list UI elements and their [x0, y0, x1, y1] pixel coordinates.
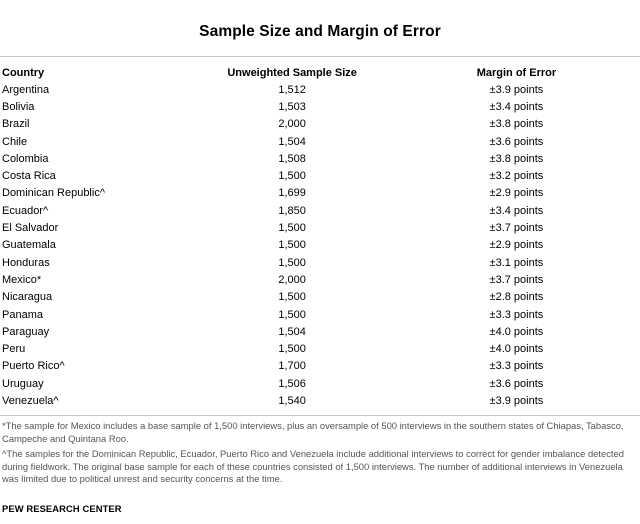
country-cell: Paraguay [2, 325, 50, 338]
margin-cell: ±3.1 points [489, 256, 544, 269]
country-cell: Venezuela^ [2, 394, 59, 407]
table-row [0, 81, 640, 98]
sample-size-cell: 1,503 [278, 100, 306, 113]
table-row [0, 358, 640, 375]
sample-size-cell: 1,850 [278, 204, 306, 217]
country-cell: Nicaragua [2, 291, 53, 304]
table-row [0, 150, 640, 167]
sample-size-cell: 1,500 [278, 343, 306, 356]
table-row [0, 98, 640, 115]
country-cell: Costa Rica [2, 170, 56, 183]
country-cell: Puerto Rico^ [2, 360, 65, 373]
country-cell: Honduras [2, 256, 50, 269]
table-row [0, 271, 640, 288]
sample-size-cell: 1,500 [278, 291, 306, 304]
top-divider [0, 56, 640, 57]
margin-cell: ±3.7 points [489, 222, 544, 235]
footnote-mexico: *The sample for Mexico includes a base sample of 1,500 interviews, plus an oversample of 500 interviews in the southern states of Chiapas, Tabasco, Campeche and Quintana Roo. [2, 420, 624, 444]
country-cell: El Salvador [2, 222, 59, 235]
country-cell: Chile [2, 135, 28, 148]
country-cell: Ecuador^ [2, 204, 49, 217]
header-margin-of-error: Margin of Error [476, 66, 557, 79]
margin-cell: ±3.4 points [489, 100, 544, 113]
table-row [0, 254, 640, 271]
header-country: Country [2, 66, 45, 79]
table-row [0, 185, 640, 202]
margin-cell: ±3.6 points [489, 377, 544, 390]
sample-size-cell: 1,504 [278, 325, 306, 338]
country-cell: Mexico* [2, 273, 42, 286]
table-row [0, 392, 640, 409]
footnote-oversample: ^The samples for the Dominican Republic, Ecuador, Puerto Rico and Venezuela include additional interviews to correct for gender imbalance detected during fieldwork. The original base sample for each of these countries consisted of 1,500 interviews. The number of additional interviews in Venezuela was limited due to political unrest and security concerns at the time. [2, 448, 624, 484]
country-cell: Peru [2, 343, 26, 356]
margin-cell: ±3.6 points [489, 135, 544, 148]
sample-size-cell: 1,508 [278, 152, 306, 165]
margin-cell: ±2.8 points [489, 291, 544, 304]
sample-size-cell: 2,000 [278, 273, 306, 286]
sample-size-cell: 1,699 [278, 187, 306, 200]
margin-cell: ±4.0 points [489, 325, 544, 338]
margin-cell: ±2.9 points [489, 187, 544, 200]
header-sample-size: Unweighted Sample Size [227, 66, 357, 79]
table-row [0, 323, 640, 340]
country-cell: Argentina [2, 83, 50, 96]
sample-size-cell: 1,512 [278, 83, 306, 96]
sample-size-cell: 1,500 [278, 256, 306, 269]
table-row [0, 219, 640, 236]
table-row [0, 167, 640, 184]
table-row [0, 133, 640, 150]
sample-size-table [0, 64, 640, 410]
country-cell: Uruguay [2, 377, 44, 390]
country-cell: Colombia [2, 152, 49, 165]
country-cell: Bolivia [2, 100, 35, 113]
margin-cell: ±3.3 points [489, 360, 544, 373]
margin-cell: ±3.7 points [489, 273, 544, 286]
country-cell: Brazil [2, 118, 30, 131]
bottom-divider [0, 415, 640, 416]
table-row [0, 340, 640, 357]
table-row [0, 306, 640, 323]
sample-size-cell: 1,504 [278, 135, 306, 148]
margin-cell: ±3.4 points [489, 204, 544, 217]
sample-size-cell: 1,500 [278, 308, 306, 321]
table-row [0, 289, 640, 306]
sample-size-cell: 1,500 [278, 239, 306, 252]
page-title: Sample Size and Margin of Error [199, 23, 441, 40]
table-row [0, 202, 640, 219]
margin-cell: ±3.9 points [489, 394, 544, 407]
margin-cell: ±3.8 points [489, 118, 544, 131]
table-header-row [0, 64, 640, 81]
sample-size-cell: 2,000 [278, 118, 306, 131]
margin-cell: ±3.3 points [489, 308, 544, 321]
sample-size-cell: 1,500 [278, 170, 306, 183]
country-cell: Guatemala [2, 239, 56, 252]
margin-cell: ±2.9 points [489, 239, 544, 252]
margin-cell: ±4.0 points [489, 343, 544, 356]
table-row [0, 116, 640, 133]
sample-size-cell: 1,500 [278, 222, 306, 235]
margin-cell: ±3.8 points [489, 152, 544, 165]
sample-size-cell: 1,506 [278, 377, 306, 390]
table-row [0, 375, 640, 392]
sample-size-cell: 1,700 [278, 360, 306, 373]
country-cell: Dominican Republic^ [2, 187, 105, 200]
source-credit: PEW RESEARCH CENTER [2, 503, 122, 514]
margin-cell: ±3.2 points [489, 170, 544, 183]
margin-cell: ±3.9 points [489, 83, 544, 96]
sample-size-cell: 1,540 [278, 394, 306, 407]
country-cell: Panama [2, 308, 43, 321]
table-row [0, 237, 640, 254]
